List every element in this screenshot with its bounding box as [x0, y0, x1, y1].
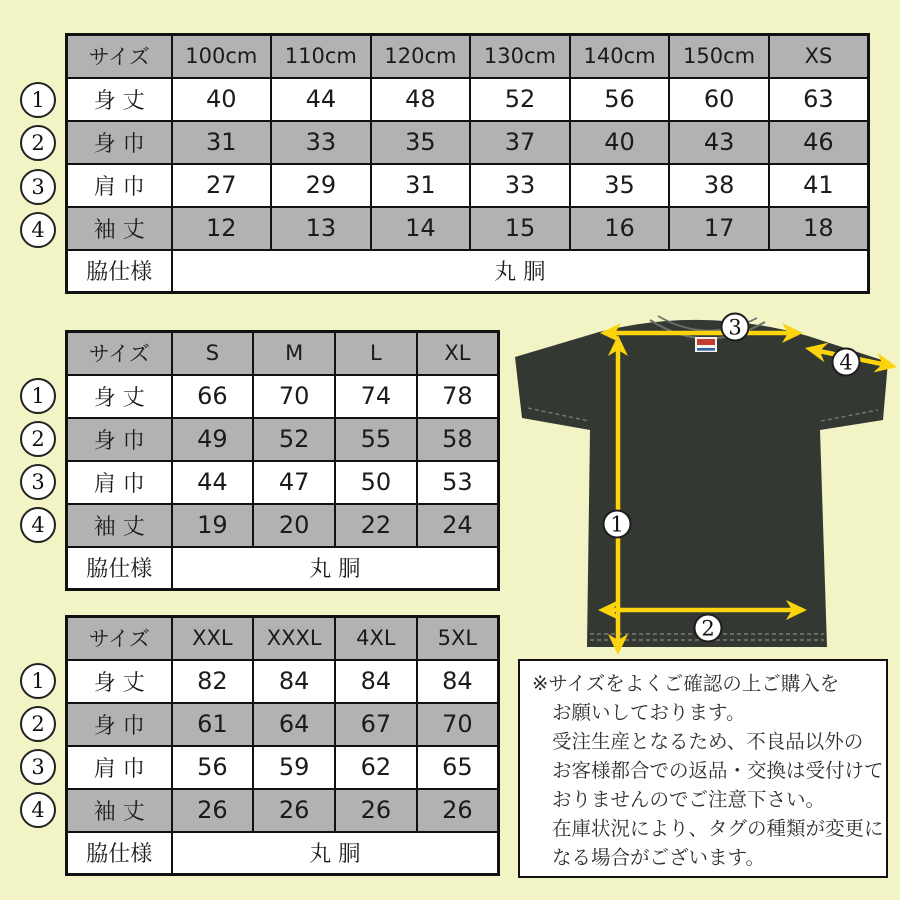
measure-label-cell: 身 丈 — [67, 375, 172, 418]
table-row — [67, 164, 869, 207]
row-marker-shoulder: 3 — [20, 169, 56, 205]
size-chart-adult — [65, 330, 500, 591]
measure-value-cell: 53 — [417, 461, 499, 504]
row-marker-shoulder: 3 — [20, 464, 56, 500]
table-row — [67, 746, 499, 789]
row-marker-body-width: 2 — [20, 125, 56, 161]
measure-value-cell: 41 — [769, 164, 869, 207]
row-marker-shoulder: 3 — [20, 749, 56, 785]
measure-label-cell: 肩 巾 — [67, 164, 172, 207]
measure-value-cell: 48 — [371, 78, 471, 121]
measure-value-cell: 44 — [271, 78, 371, 121]
diagram-marker-2: 2 — [701, 616, 715, 641]
measure-value-cell: 19 — [172, 504, 254, 547]
measure-value-cell: 52 — [253, 418, 335, 461]
measure-value-cell: 60 — [669, 78, 769, 121]
measure-value-cell: 84 — [417, 660, 499, 703]
measure-value-cell: 44 — [172, 461, 254, 504]
size-header-cell: S — [172, 332, 254, 375]
size-header-cell: 140cm — [570, 35, 670, 78]
notice-line: ※サイズをよくご確認の上ご購入を — [532, 672, 840, 695]
table-row — [67, 207, 869, 250]
measure-value-cell: 64 — [253, 703, 335, 746]
measure-value-cell: 26 — [253, 789, 335, 832]
measure-value-cell: 74 — [335, 375, 417, 418]
measure-value-cell: 29 — [271, 164, 371, 207]
measure-value-cell: 70 — [253, 375, 335, 418]
measure-value-cell: 56 — [172, 746, 254, 789]
measure-value-cell: 56 — [570, 78, 670, 121]
size-header-cell: 120cm — [371, 35, 471, 78]
size-header-cell: XS — [769, 35, 869, 78]
tshirt-measurement-diagram — [505, 300, 900, 660]
measure-value-cell: 46 — [769, 121, 869, 164]
size-header-cell: 130cm — [470, 35, 570, 78]
table-row — [67, 660, 499, 703]
spec-row — [67, 832, 499, 875]
notice-line: お願いしております。 — [552, 701, 746, 724]
row-marker-body-length: 1 — [20, 378, 56, 414]
measure-value-cell: 84 — [253, 660, 335, 703]
measure-value-cell: 63 — [769, 78, 869, 121]
measure-value-cell: 24 — [417, 504, 499, 547]
size-header-cell: M — [253, 332, 335, 375]
size-header-cell: サイズ — [67, 35, 172, 78]
measure-value-cell: 55 — [335, 418, 417, 461]
row-marker-sleeve: 4 — [20, 507, 56, 543]
notice-line: 受注生産となるため、不良品以外の — [552, 730, 864, 753]
measure-value-cell: 18 — [769, 207, 869, 250]
measure-value-cell: 26 — [335, 789, 417, 832]
measure-value-cell: 33 — [470, 164, 570, 207]
measure-label-cell: 袖 丈 — [67, 504, 172, 547]
table-header-row — [67, 35, 869, 78]
measure-label-cell: 身 丈 — [67, 78, 172, 121]
measure-value-cell: 67 — [335, 703, 417, 746]
measure-label-cell: 身 丈 — [67, 660, 172, 703]
measure-value-cell: 31 — [371, 164, 471, 207]
table-row — [67, 504, 499, 547]
size-chart-kids — [65, 33, 870, 294]
spec-label-cell: 脇仕様 — [67, 547, 172, 590]
spec-label-cell: 脇仕様 — [67, 832, 172, 875]
measure-value-cell: 14 — [371, 207, 471, 250]
measure-value-cell: 78 — [417, 375, 499, 418]
spec-row — [67, 547, 499, 590]
measure-label-cell: 身 巾 — [67, 418, 172, 461]
table-header-row — [67, 332, 499, 375]
notice-line: お客様都合での返品・交換は受付けて — [552, 759, 884, 782]
measure-value-cell: 35 — [371, 121, 471, 164]
measure-value-cell: 40 — [172, 78, 272, 121]
purchase-notice-box — [518, 659, 888, 878]
measure-value-cell: 12 — [172, 207, 272, 250]
spec-row — [67, 250, 869, 293]
measure-value-cell: 40 — [570, 121, 670, 164]
measure-value-cell: 58 — [417, 418, 499, 461]
size-header-cell: 150cm — [669, 35, 769, 78]
size-header-cell: L — [335, 332, 417, 375]
table-row — [67, 789, 499, 832]
diagram-marker-1: 1 — [610, 512, 624, 537]
measure-value-cell: 66 — [172, 375, 254, 418]
size-header-cell: XL — [417, 332, 499, 375]
measure-value-cell: 27 — [172, 164, 272, 207]
spec-value-cell: 丸 胴 — [172, 250, 869, 293]
table-header-row — [67, 617, 499, 660]
measure-value-cell: 65 — [417, 746, 499, 789]
tshirt-silhouette — [515, 320, 888, 647]
spec-value-cell: 丸 胴 — [172, 547, 499, 590]
table-row — [67, 461, 499, 504]
notice-line: おりませんのでご注意下さい。 — [552, 788, 826, 811]
size-header-cell: サイズ — [67, 617, 172, 660]
table-row — [67, 121, 869, 164]
measure-value-cell: 17 — [669, 207, 769, 250]
measure-value-cell: 15 — [470, 207, 570, 250]
row-marker-body-length: 1 — [20, 82, 56, 118]
measure-value-cell: 52 — [470, 78, 570, 121]
size-chart-big — [65, 615, 500, 876]
size-header-cell: 5XL — [417, 617, 499, 660]
table-row — [67, 418, 499, 461]
measure-value-cell: 26 — [417, 789, 499, 832]
notice-line: なる場合がございます。 — [552, 846, 765, 869]
measure-value-cell: 61 — [172, 703, 254, 746]
notice-line: 在庫状況により、タグの種類が変更に — [552, 817, 884, 840]
measure-value-cell: 59 — [253, 746, 335, 789]
measure-value-cell: 35 — [570, 164, 670, 207]
measure-value-cell: 20 — [253, 504, 335, 547]
table-row — [67, 703, 499, 746]
measure-label-cell: 身 巾 — [67, 121, 172, 164]
measure-value-cell: 22 — [335, 504, 417, 547]
row-marker-body-length: 1 — [20, 663, 56, 699]
measure-label-cell: 袖 丈 — [67, 789, 172, 832]
measure-label-cell: 袖 丈 — [67, 207, 172, 250]
size-header-cell: サイズ — [67, 332, 172, 375]
row-marker-sleeve: 4 — [20, 792, 56, 828]
measure-value-cell: 37 — [470, 121, 570, 164]
measure-value-cell: 50 — [335, 461, 417, 504]
row-marker-body-width: 2 — [20, 421, 56, 457]
measure-value-cell: 16 — [570, 207, 670, 250]
measure-value-cell: 43 — [669, 121, 769, 164]
measure-value-cell: 38 — [669, 164, 769, 207]
measure-label-cell: 肩 巾 — [67, 461, 172, 504]
size-header-cell: 4XL — [335, 617, 417, 660]
spec-label-cell: 脇仕様 — [67, 250, 172, 293]
measure-value-cell: 70 — [417, 703, 499, 746]
table-row — [67, 375, 499, 418]
size-header-cell: 110cm — [271, 35, 371, 78]
measure-value-cell: 49 — [172, 418, 254, 461]
measure-value-cell: 31 — [172, 121, 272, 164]
diagram-marker-4: 4 — [839, 350, 853, 375]
measure-value-cell: 26 — [172, 789, 254, 832]
measure-label-cell: 肩 巾 — [67, 746, 172, 789]
spec-value-cell: 丸 胴 — [172, 832, 499, 875]
measure-value-cell: 84 — [335, 660, 417, 703]
measure-value-cell: 62 — [335, 746, 417, 789]
measure-label-cell: 身 巾 — [67, 703, 172, 746]
measure-value-cell: 13 — [271, 207, 371, 250]
table-row — [67, 78, 869, 121]
measure-value-cell: 47 — [253, 461, 335, 504]
measure-value-cell: 82 — [172, 660, 254, 703]
size-header-cell: XXXL — [253, 617, 335, 660]
size-header-cell: XXL — [172, 617, 254, 660]
size-header-cell: 100cm — [172, 35, 272, 78]
measure-value-cell: 33 — [271, 121, 371, 164]
diagram-marker-3: 3 — [728, 315, 742, 340]
row-marker-sleeve: 4 — [20, 212, 56, 248]
row-marker-body-width: 2 — [20, 706, 56, 742]
brand-tag — [695, 337, 717, 352]
